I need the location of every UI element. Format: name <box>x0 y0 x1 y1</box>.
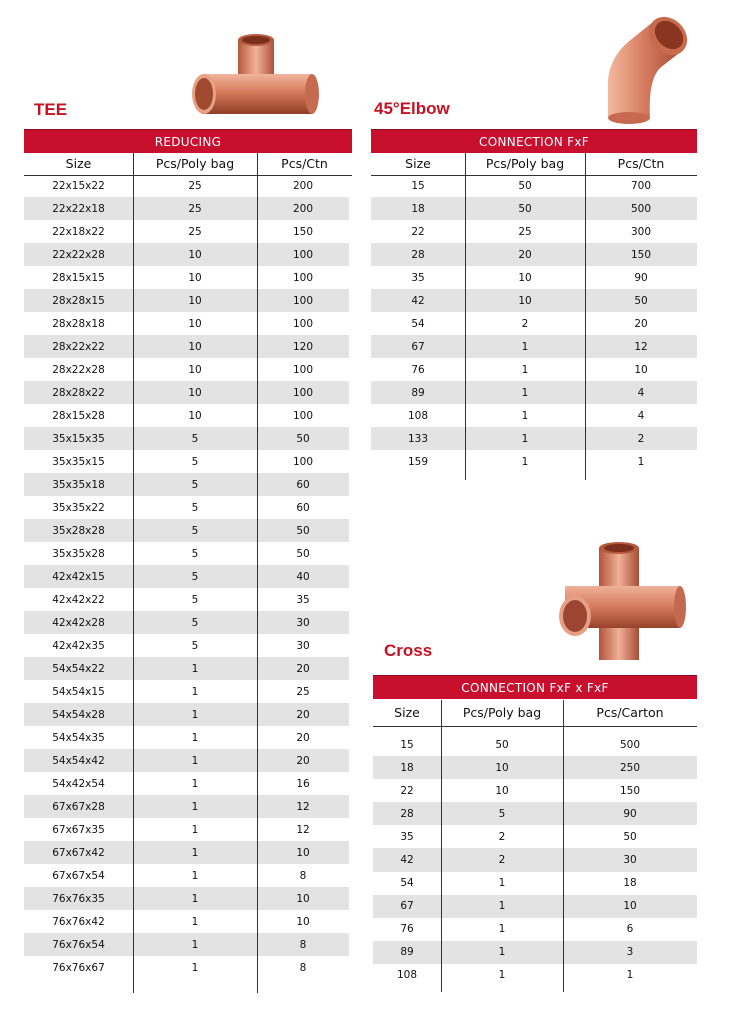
cell-carton: 100 <box>292 386 314 399</box>
cell-polybag: 1 <box>521 386 529 399</box>
cell-size: 35x28x28 <box>52 524 105 537</box>
tee-fitting-image <box>188 32 323 122</box>
cross-band: CONNECTION FxF x FxF <box>373 675 697 699</box>
cross-header-polybag: Pcs/Poly bag <box>462 705 542 720</box>
cell-polybag: 1 <box>191 869 199 882</box>
cell-polybag: 1 <box>498 900 506 913</box>
cell-size: 42x42x28 <box>52 616 105 629</box>
table-row <box>371 381 697 404</box>
cell-carton: 1 <box>637 455 645 468</box>
tee-table-body <box>24 174 349 979</box>
cell-size: 67 <box>411 340 425 353</box>
elbow-header-polybag: Pcs/Poly bag <box>485 156 565 171</box>
cell-polybag: 25 <box>188 179 202 192</box>
cross-divider <box>563 700 564 992</box>
cell-polybag: 50 <box>495 738 509 751</box>
cell-carton: 8 <box>299 961 307 974</box>
table-row <box>24 220 349 243</box>
cell-polybag: 2 <box>521 317 529 330</box>
table-row <box>373 733 697 756</box>
cell-carton: 150 <box>292 225 314 238</box>
cell-size: 22x18x22 <box>52 225 105 238</box>
cell-polybag: 1 <box>521 363 529 376</box>
cell-carton: 10 <box>634 363 648 376</box>
cell-polybag: 25 <box>518 225 532 238</box>
cell-size: 108 <box>396 969 418 982</box>
cell-size: 159 <box>407 455 429 468</box>
cell-size: 35 <box>400 830 414 843</box>
elbow-fitting-image <box>598 10 693 125</box>
table-row <box>24 565 349 588</box>
table-row <box>24 772 349 795</box>
cell-size: 18 <box>411 202 425 215</box>
cell-size: 67x67x42 <box>52 846 105 859</box>
table-row <box>371 266 697 289</box>
cross-fitting-image <box>555 540 690 668</box>
table-row <box>371 243 697 266</box>
table-row <box>24 381 349 404</box>
table-row <box>24 749 349 772</box>
cell-size: 15 <box>400 738 414 751</box>
cell-size: 28x22x28 <box>52 363 105 376</box>
cell-polybag: 10 <box>495 784 509 797</box>
table-row <box>371 220 697 243</box>
cell-polybag: 10 <box>188 409 202 422</box>
table-row <box>24 496 349 519</box>
elbow-header-ctn: Pcs/Ctn <box>617 156 665 171</box>
cell-carton: 700 <box>630 179 652 192</box>
table-row <box>24 588 349 611</box>
cell-carton: 50 <box>296 524 310 537</box>
cell-size: 28x28x15 <box>52 294 105 307</box>
table-row <box>371 312 697 335</box>
cell-polybag: 10 <box>188 340 202 353</box>
cell-polybag: 1 <box>191 731 199 744</box>
cell-size: 15 <box>411 179 425 192</box>
table-row <box>24 818 349 841</box>
cell-polybag: 1 <box>498 946 506 959</box>
cross-header-size: Size <box>394 705 420 720</box>
cell-size: 35x35x22 <box>52 501 105 514</box>
cross-header-carton: Pcs/Carton <box>596 705 664 720</box>
cell-carton: 20 <box>634 317 648 330</box>
cell-polybag: 10 <box>495 761 509 774</box>
cell-size: 28x15x15 <box>52 271 105 284</box>
table-row <box>24 726 349 749</box>
cell-carton: 50 <box>634 294 648 307</box>
cell-size: 28x28x18 <box>52 317 105 330</box>
cell-carton: 500 <box>630 202 652 215</box>
cell-polybag: 1 <box>191 915 199 928</box>
cell-size: 54x42x54 <box>52 777 105 790</box>
cell-size: 76x76x35 <box>52 892 105 905</box>
cell-polybag: 1 <box>521 340 529 353</box>
cell-size: 108 <box>407 409 429 422</box>
cell-carton: 200 <box>292 202 314 215</box>
cell-size: 28x22x22 <box>52 340 105 353</box>
cell-size: 54x54x15 <box>52 685 105 698</box>
table-row <box>373 848 697 871</box>
table-row <box>24 312 349 335</box>
cell-size: 54x54x22 <box>52 662 105 675</box>
cell-polybag: 1 <box>191 685 199 698</box>
table-row <box>24 933 349 956</box>
cell-size: 89 <box>400 946 414 959</box>
table-row <box>373 941 697 964</box>
cell-carton: 100 <box>292 363 314 376</box>
cell-size: 76 <box>411 363 425 376</box>
cell-carton: 20 <box>296 708 310 721</box>
cell-size: 35x35x28 <box>52 547 105 560</box>
table-row <box>24 519 349 542</box>
cell-polybag: 5 <box>191 524 199 537</box>
cell-polybag: 5 <box>191 547 199 560</box>
cell-polybag: 5 <box>191 432 199 445</box>
table-row <box>371 404 697 427</box>
cell-carton: 50 <box>623 830 637 843</box>
table-row <box>371 174 697 197</box>
cell-size: 76x76x42 <box>52 915 105 928</box>
cell-carton: 3 <box>626 946 634 959</box>
tee-header-polybag: Pcs/Poly bag <box>155 156 235 171</box>
cell-polybag: 1 <box>498 923 506 936</box>
cell-polybag: 1 <box>498 969 506 982</box>
cell-carton: 90 <box>634 271 648 284</box>
cell-carton: 12 <box>634 340 648 353</box>
elbow-title: 45°Elbow <box>374 99 450 118</box>
cell-carton: 30 <box>296 616 310 629</box>
cell-size: 42 <box>400 854 414 867</box>
cell-polybag: 1 <box>521 432 529 445</box>
tee-header-row <box>24 153 352 176</box>
table-row <box>24 956 349 979</box>
table-row <box>24 680 349 703</box>
table-row <box>24 450 349 473</box>
tee-divider <box>257 153 258 993</box>
table-row <box>373 756 697 779</box>
cell-size: 42x42x22 <box>52 593 105 606</box>
cell-size: 67x67x35 <box>52 823 105 836</box>
cell-carton: 4 <box>637 386 645 399</box>
cell-size: 76x76x54 <box>52 938 105 951</box>
cell-polybag: 1 <box>191 823 199 836</box>
cell-polybag: 1 <box>191 777 199 790</box>
cell-carton: 1 <box>626 969 634 982</box>
table-row <box>24 427 349 450</box>
table-row <box>24 174 349 197</box>
cell-size: 89 <box>411 386 425 399</box>
cell-size: 76x76x67 <box>52 961 105 974</box>
cell-polybag: 5 <box>191 501 199 514</box>
elbow-header-size: Size <box>405 156 431 171</box>
cell-carton: 8 <box>299 869 307 882</box>
tee-header-ctn: Pcs/Ctn <box>281 156 328 171</box>
cell-size: 67x67x54 <box>52 869 105 882</box>
cell-polybag: 5 <box>498 807 506 820</box>
cell-size: 22x15x22 <box>52 179 105 192</box>
cross-divider <box>441 700 442 992</box>
cell-polybag: 1 <box>191 662 199 675</box>
cell-size: 35 <box>411 271 425 284</box>
cell-carton: 40 <box>296 570 310 583</box>
cell-polybag: 1 <box>521 409 529 422</box>
cell-polybag: 10 <box>518 271 532 284</box>
cell-size: 35x35x15 <box>52 455 105 468</box>
cell-size: 22x22x28 <box>52 248 105 261</box>
table-row <box>371 427 697 450</box>
cell-carton: 90 <box>623 807 637 820</box>
cell-carton: 20 <box>296 731 310 744</box>
tee-band: REDUCING <box>24 129 352 153</box>
cell-polybag: 1 <box>498 877 506 890</box>
table-row <box>24 404 349 427</box>
cell-carton: 12 <box>296 800 310 813</box>
elbow-header-row <box>371 153 697 176</box>
cell-size: 67 <box>400 900 414 913</box>
table-row <box>24 864 349 887</box>
cell-carton: 20 <box>296 754 310 767</box>
cell-carton: 10 <box>296 892 310 905</box>
cell-polybag: 2 <box>498 830 506 843</box>
cell-carton: 120 <box>292 340 314 353</box>
cell-carton: 25 <box>296 685 310 698</box>
cell-size: 133 <box>407 432 429 445</box>
cell-polybag: 1 <box>191 892 199 905</box>
cell-carton: 60 <box>296 478 310 491</box>
cell-polybag: 1 <box>191 961 199 974</box>
table-row <box>24 473 349 496</box>
cell-carton: 100 <box>292 409 314 422</box>
cell-polybag: 5 <box>191 593 199 606</box>
cell-carton: 250 <box>619 761 641 774</box>
cell-size: 22 <box>411 225 425 238</box>
cell-size: 54x54x42 <box>52 754 105 767</box>
cell-polybag: 1 <box>191 754 199 767</box>
cell-carton: 30 <box>623 854 637 867</box>
table-row <box>24 542 349 565</box>
cell-polybag: 1 <box>191 938 199 951</box>
cell-carton: 100 <box>292 317 314 330</box>
table-row <box>24 243 349 266</box>
cell-carton: 6 <box>626 923 634 936</box>
elbow-band: CONNECTION FxF <box>371 129 697 153</box>
cell-polybag: 10 <box>188 248 202 261</box>
table-row <box>24 634 349 657</box>
cell-carton: 300 <box>630 225 652 238</box>
cell-size: 35x35x18 <box>52 478 105 491</box>
table-row <box>24 358 349 381</box>
table-row <box>373 964 697 987</box>
table-row <box>24 335 349 358</box>
tee-header-size: Size <box>65 156 92 171</box>
cell-carton: 8 <box>299 938 307 951</box>
cell-polybag: 10 <box>188 363 202 376</box>
cell-polybag: 25 <box>188 225 202 238</box>
cell-carton: 16 <box>296 777 310 790</box>
cell-size: 35x15x35 <box>52 432 105 445</box>
cell-size: 54x54x28 <box>52 708 105 721</box>
cell-polybag: 10 <box>188 271 202 284</box>
cell-size: 28 <box>400 807 414 820</box>
table-row <box>373 825 697 848</box>
table-row <box>371 289 697 312</box>
cell-polybag: 5 <box>191 478 199 491</box>
table-row <box>371 450 697 473</box>
cell-polybag: 5 <box>191 639 199 652</box>
cell-polybag: 50 <box>518 202 532 215</box>
elbow-table-body <box>371 174 697 473</box>
cell-carton: 10 <box>296 846 310 859</box>
cell-carton: 500 <box>619 738 641 751</box>
cross-header-row <box>373 700 697 727</box>
elbow-divider <box>465 153 466 480</box>
cell-polybag: 1 <box>191 800 199 813</box>
table-row <box>24 887 349 910</box>
table-row <box>24 289 349 312</box>
cell-polybag: 10 <box>188 386 202 399</box>
table-row <box>24 841 349 864</box>
cell-size: 18 <box>400 761 414 774</box>
cell-polybag: 2 <box>498 854 506 867</box>
cell-carton: 150 <box>619 784 641 797</box>
cell-polybag: 25 <box>188 202 202 215</box>
cell-carton: 35 <box>296 593 310 606</box>
cell-size: 28x28x22 <box>52 386 105 399</box>
cell-carton: 20 <box>296 662 310 675</box>
cell-size: 54 <box>411 317 425 330</box>
cell-polybag: 1 <box>521 455 529 468</box>
cell-carton: 10 <box>296 915 310 928</box>
cell-polybag: 10 <box>188 317 202 330</box>
cell-size: 22 <box>400 784 414 797</box>
cell-carton: 12 <box>296 823 310 836</box>
cell-polybag: 5 <box>191 570 199 583</box>
cell-carton: 200 <box>292 179 314 192</box>
cell-carton: 100 <box>292 248 314 261</box>
cell-carton: 2 <box>637 432 645 445</box>
cell-polybag: 10 <box>188 294 202 307</box>
cell-size: 42x42x35 <box>52 639 105 652</box>
table-row <box>371 358 697 381</box>
cross-table-body <box>373 733 697 987</box>
cell-carton: 30 <box>296 639 310 652</box>
cell-carton: 100 <box>292 294 314 307</box>
table-row <box>24 611 349 634</box>
table-row <box>24 197 349 220</box>
table-row <box>24 657 349 680</box>
cell-carton: 50 <box>296 432 310 445</box>
table-row <box>371 197 697 220</box>
cell-polybag: 5 <box>191 455 199 468</box>
cell-polybag: 1 <box>191 846 199 859</box>
cell-carton: 4 <box>637 409 645 422</box>
cell-polybag: 20 <box>518 248 532 261</box>
tee-divider <box>133 153 134 993</box>
table-row <box>373 872 697 895</box>
table-row <box>373 895 697 918</box>
cell-size: 67x67x28 <box>52 800 105 813</box>
tee-title: TEE <box>34 100 68 119</box>
table-row <box>373 802 697 825</box>
cell-size: 42 <box>411 294 425 307</box>
cell-polybag: 1 <box>191 708 199 721</box>
cell-size: 54x54x35 <box>52 731 105 744</box>
cell-carton: 10 <box>623 900 637 913</box>
cell-carton: 100 <box>292 455 314 468</box>
cell-carton: 18 <box>623 877 637 890</box>
cell-polybag: 10 <box>518 294 532 307</box>
table-row <box>24 266 349 289</box>
cell-size: 28x15x28 <box>52 409 105 422</box>
table-row <box>24 795 349 818</box>
cell-carton: 50 <box>296 547 310 560</box>
elbow-divider <box>585 153 586 480</box>
table-row <box>373 779 697 802</box>
cell-polybag: 5 <box>191 616 199 629</box>
cell-size: 76 <box>400 923 414 936</box>
cell-carton: 100 <box>292 271 314 284</box>
cell-size: 54 <box>400 877 414 890</box>
table-row <box>24 910 349 933</box>
cell-size: 28 <box>411 248 425 261</box>
table-row <box>24 703 349 726</box>
cell-polybag: 50 <box>518 179 532 192</box>
cell-size: 42x42x15 <box>52 570 105 583</box>
cell-carton: 60 <box>296 501 310 514</box>
cell-carton: 150 <box>630 248 652 261</box>
cross-title: Cross <box>384 641 433 660</box>
table-row <box>371 335 697 358</box>
cell-size: 22x22x18 <box>52 202 105 215</box>
table-row <box>373 918 697 941</box>
